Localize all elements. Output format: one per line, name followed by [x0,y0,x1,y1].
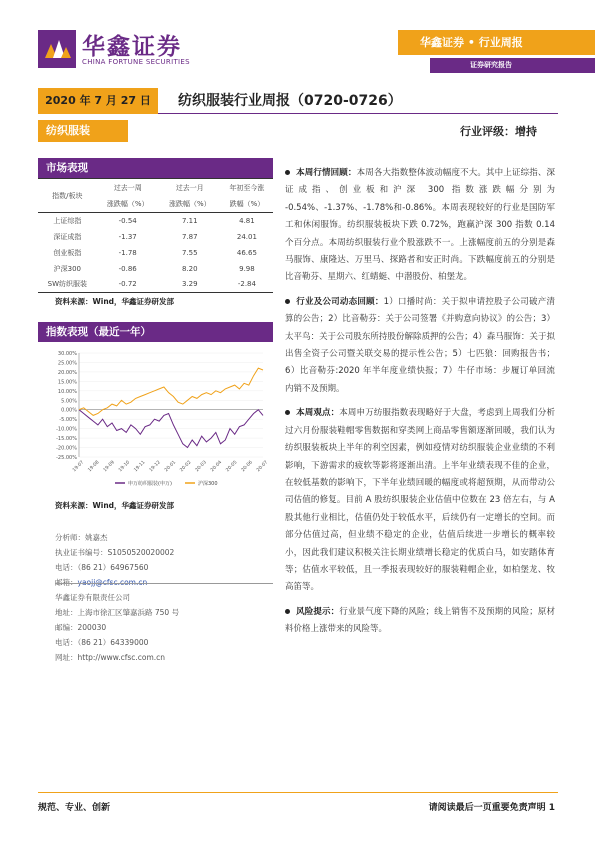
x-tick-label: 19-11 [133,460,147,474]
y-tick-label: -10.00% [56,426,77,433]
series-line-2 [79,368,263,415]
table-row [38,277,273,293]
paragraph-risk [285,604,555,639]
col-header-week-unit: 涨跌幅（%） [97,197,159,213]
bullet-icon [285,299,290,304]
header-report-category: 证券研究报告 [430,58,595,73]
logo-name-cn: 华鑫证券 [82,34,182,60]
x-tick-label: 20-02 [179,460,193,474]
y-tick-label: 10.00% [57,388,77,395]
paragraph-weekly-view [285,405,555,596]
bullet-icon [285,410,290,415]
col-header-month: 过去一月 [159,179,221,197]
footer-disclaimer-note: 请阅读最后一页重要免责声明 1 [428,803,555,813]
analyst-cert: 执业证书编号：S1050520020002 [55,548,175,557]
analyst-email-link[interactable]: yaojj@cfsc.com.cn [77,578,148,587]
col-header-index: 指数/板块 [38,179,97,213]
y-tick-label: -25.00% [56,455,77,461]
table-row [38,261,273,277]
col-header-ytd-unit: 跌幅（%） [221,197,273,213]
row-week-change: -0.72 [97,277,159,293]
company-logo [38,28,198,72]
x-tick-label: 19-12 [148,460,162,474]
row-month-change: 7.87 [181,232,198,241]
y-tick-label: -5.00% [59,417,77,424]
y-tick-label: 0.00% [61,407,77,414]
paragraph-text: 行业景气度下降的风险；线上销售不及预期的风险；原材料价格上涨带来的风险等。 [285,606,555,635]
x-tick-label: 20-01 [164,460,178,474]
row-ytd-change: 24.01 [236,232,257,241]
index-chart-source: 资料来源：Wind，华鑫证券研发部 [55,501,175,510]
sector-label: 纺织服装 [38,120,128,142]
y-tick-label: 20.00% [57,369,77,376]
row-index-name: 沪深300 [53,264,82,273]
row-week-change: -1.78 [118,248,137,257]
industry-rating: 行业评级：增持 [460,125,537,138]
footer-divider [38,792,558,793]
analyst-phone: 电话：（86 21）64967560 [55,563,149,572]
logo-name-en: CHINA FORTUNE SECURITIES [82,58,190,66]
market-section-heading: 市场表现 [38,158,273,178]
row-month-change: 8.20 [181,264,198,273]
paragraph-lead: 风险提示： [296,606,340,617]
row-week-change: -1.37 [118,232,137,241]
company-name: 华鑫证券有限责任公司 [55,593,130,602]
market-table [38,178,273,293]
row-ytd-change: 9.98 [239,264,255,273]
paragraph-lead: 本周观点： [296,408,340,419]
legend-label: 申万纺织服装(申万) [128,481,172,487]
row-month-change: 7.11 [181,216,198,225]
y-tick-label: -20.00% [56,445,77,452]
row-ytd-change: 4.81 [239,216,255,225]
paragraph-text: 本周申万纺服指数表现略好于大盘，考虑到上周我们分析过六月份服装鞋帽零售数据和穿类网上商品零售额逐渐回暖，我们认为纺织服装板块上半年的利空因素，例如疫情对纺织服装企业业绩的不利影响，下游需求的疲软等影将逐渐出清。上半年业绩表现不佳的企业，在较低基数的影响下，下半年业绩回暖的幅度或将超预期，从而带动公司估值的修复。目前 A 股纺织服装企业估值中位数在 23 倍左右，与 A 股其他行业相比，估值仍处于较低水平，后续仍有一定增长的空间。而部分估值过高，但业绩不稳定的企业，估值后续进一步增长的概率较小，因此我们建议积极关注长期业绩增长稳定的优质白马，如安踏体育等；估值水平较低，且一季报表现较好的服装鞋帽企业，如柏堡龙、牧高笛等。 [285,408,555,593]
company-info [55,583,273,665]
company-address: 地址：上海市徐汇区肇嘉浜路 750 号 [55,608,180,617]
row-month-change: 7.55 [181,248,198,257]
company-postcode: 邮编：200030 [55,623,107,632]
col-header-week: 过去一周 [97,179,159,197]
analyst-name: 分析师：姚嘉杰 [55,533,108,542]
table-row [38,213,273,229]
report-date: 2020 年 7 月 27 日 [38,88,158,114]
company-website-row [55,650,273,665]
row-ytd-change: -2.84 [221,277,273,293]
analyst-email-label: 邮箱： [55,578,78,587]
row-index-name: 创业板指 [53,248,82,257]
title-row [0,88,595,114]
table-header-row [38,179,273,197]
x-tick-label: 19-08 [87,460,101,474]
x-tick-label: 20-03 [194,460,208,474]
x-tick-label: 19-07 [72,460,86,474]
table-row [38,245,273,261]
company-website-link[interactable]: http://www.cfsc.com.cn [77,653,166,662]
footer-slogan: 规范、专业、创新 [38,803,111,813]
x-tick-label: 20-07 [256,460,270,474]
title-underline [158,113,558,114]
analyst-info [55,530,174,590]
y-tick-label: 5.00% [61,398,77,405]
paragraph-lead: 行业及公司动态回顾： [296,296,384,307]
row-index-name: 深证成指 [53,232,82,241]
y-tick-label: 30.00% [57,351,77,357]
row-week-change: -0.54 [118,216,137,225]
x-tick-label: 19-10 [118,460,132,474]
report-body [285,165,555,646]
row-ytd-change: 46.65 [236,248,257,257]
x-tick-label: 20-04 [210,460,224,474]
row-index-name: 上证综指 [53,216,82,225]
row-week-change: -0.86 [118,264,137,273]
x-tick-label: 19-09 [102,460,116,474]
x-tick-label: 20-06 [240,460,254,474]
market-table-source: 资料来源：Wind，华鑫证券研发部 [55,297,175,306]
bullet-icon [285,170,290,175]
y-tick-label: -15.00% [56,436,77,443]
row-month-change: 3.29 [159,277,221,293]
paragraph-lead: 本周行情回顾： [296,168,357,178]
row-index-name: SW纺织服装 [38,277,97,293]
paragraph-market-review [285,165,555,287]
y-tick-label: 15.00% [57,379,77,386]
paragraph-text: 本周各大指数整体波动幅度不大。其中上证综指、深证成指、创业板和沪深 300 指数涨跌幅分别为 -0.54%、-1.37%、-1.78%和-0.86%。本周表现较好的行业是国防军工和休闲服饰。纺织服装板块下跌 0.72%，跑赢沪深 300 指数 0.14 个百分点。本周纺织服装行业个股涨跌不一。上涨幅度前五的分别是森马服饰、康隆达、万里马、探路者和安正时尚。下跌幅度前五的分别是比音勒芬、星期六、红蜻蜓、中潜股份、柏堡龙。 [285,168,555,283]
legend-label: 沪深300 [198,481,218,487]
table-row [38,229,273,245]
company-website-label: 网址： [55,653,78,662]
report-title: 纺织服装行业周报（0720-0726） [178,93,402,109]
col-header-month-unit: 涨跌幅（%） [159,197,221,213]
index-performance-chart [45,345,270,490]
y-tick-label: 25.00% [57,360,77,367]
paragraph-text: 1）口播时尚：关于拟申请控股子公司破产清算的公告；2）比音勒芬：关于公司签署《并购意向协议》的公告；3）太平鸟：关于公司股东所持股份解除质押的公告；4）森马服饰：关于拟出售全资子公司暨关联交易的提示性公告；5）七匹狼：回购报告书；6）比音勒芬:2020 年半年度业绩快报；7）牛仔市场：步履订单回流 内销不及预期。 [285,296,555,394]
company-phone: 电话：（86 21）64339000 [55,638,149,647]
bullet-icon [285,609,290,614]
paragraph-company-news [285,294,555,398]
header-report-type: 华鑫证券 • 行业周报 [398,30,595,55]
col-header-ytd: 年初至今涨 [221,179,273,197]
logo-emblem-icon [38,30,76,68]
index-chart-heading: 指数表现（最近一年） [38,322,273,342]
x-tick-label: 20-05 [225,460,239,474]
